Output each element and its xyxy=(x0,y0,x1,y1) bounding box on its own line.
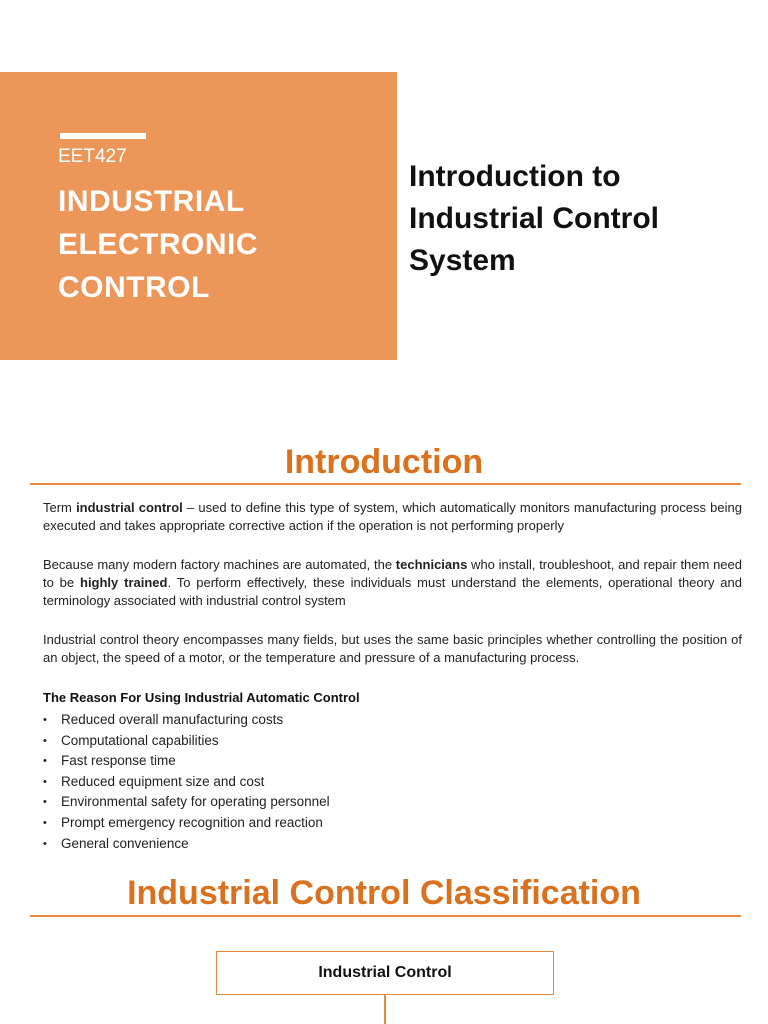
intro-paragraph-1 xyxy=(43,499,742,535)
p1-rest: – used to define this type of system, which automatically monitors manufacturing process being executed and takes appropriate corrective action if the operation is not performing properly xyxy=(43,500,742,533)
list-item: • Reduced overall manufacturing costs xyxy=(43,710,330,731)
accent-bar xyxy=(60,133,146,139)
p2-bold-highly-trained: highly trained xyxy=(80,575,168,590)
intro-paragraph-3: Industrial control theory encompasses many fields, but uses the same basic principles whether controlling the position of an object, the speed of a motor, or the temperature and pressure of a manufacturing process. xyxy=(43,632,742,665)
p1-bold-term: industrial control xyxy=(76,500,183,515)
industrial-control-box: Industrial Control xyxy=(216,951,554,995)
p1-lead: Term xyxy=(43,500,77,515)
list-item: • Environmental safety for operating personnel xyxy=(43,792,330,813)
classification-heading: Industrial Control Classification xyxy=(127,874,641,912)
p2-d: . To perform effectively, these individuals must understand the elements, operational theory and terminology associated with industrial control system xyxy=(43,575,743,608)
list-item: • Computational capabilities xyxy=(43,731,330,752)
course-code: EET427 xyxy=(58,146,127,167)
heading-rule xyxy=(30,915,741,917)
p2-c: who install, troubleshoot, and repair them need to be xyxy=(43,557,742,590)
introduction-heading: Introduction xyxy=(284,443,484,481)
p2-a: Because many modern factory machines are automated, the xyxy=(43,557,396,572)
reasons-list xyxy=(43,710,330,854)
reasons-heading: The Reason For Using Industrial Automatic Control xyxy=(43,690,360,705)
title-slide xyxy=(0,0,768,380)
intro-paragraph-2 xyxy=(43,556,742,610)
list-item: • Fast response time xyxy=(43,751,330,772)
list-item: • General convenience xyxy=(43,834,330,855)
list-item: • Prompt emergency recognition and reaction xyxy=(43,813,330,834)
heading-rule xyxy=(30,483,741,485)
connector-line xyxy=(384,995,386,1024)
slide-title: Introduction to Industrial Control System xyxy=(409,160,659,277)
list-item: • Reduced equipment size and cost xyxy=(43,772,330,793)
p2-bold-technicians: technicians xyxy=(395,557,468,572)
course-title: INDUSTRIAL ELECTRONIC CONTROL xyxy=(58,185,258,304)
